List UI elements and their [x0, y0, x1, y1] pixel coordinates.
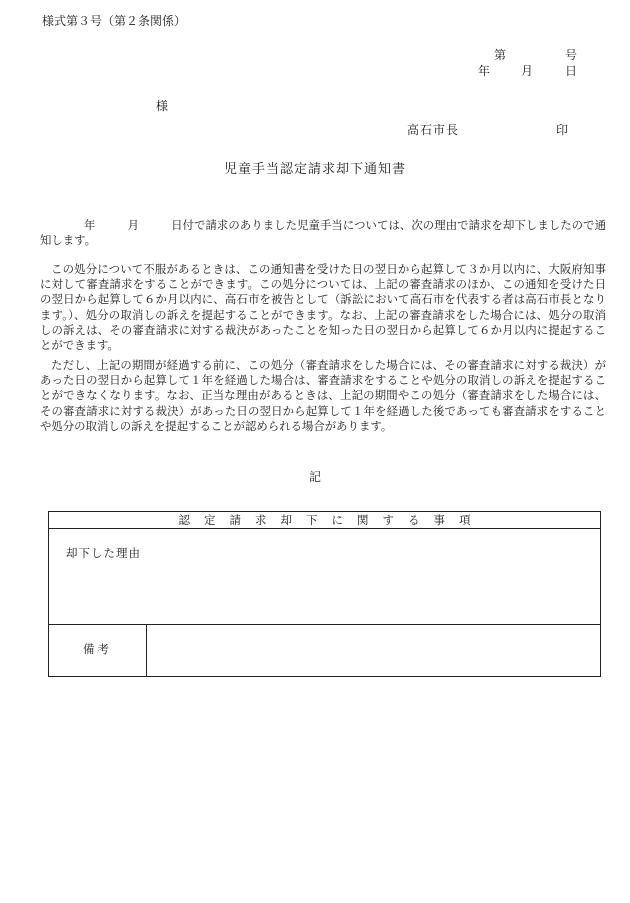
- intro-text: 日付で請求のありました児童手当については、次の理由で請求を却下しましたので通知します。: [40, 218, 606, 248]
- table-vertical-divider: [146, 624, 147, 677]
- table-divider: [49, 624, 600, 625]
- document-title: 児童手当認定請求却下通知書: [223, 162, 406, 177]
- doc-number-suffix: 号: [565, 48, 578, 62]
- remarks-label: 備考: [83, 642, 112, 656]
- table-header: 認定請求却下に関する事項: [49, 512, 600, 529]
- intro-paragraph: [40, 218, 606, 248]
- date-year: 年: [478, 64, 491, 78]
- proviso-paragraph: ただし、上記の期間が経過する前に、この処分（審査請求をした場合には、その審査請求に対する裁決）があった日の翌日から起算して１年を経過した場合は、審査請求をすることや処分の取消しの訴えを提起することができなくなります。なお、正当な理由があるときは、上記の期間やこの処分（審査請求をした場合には、その審査請求に対する裁決）があった日の翌日から起算して１年を経過した後であっても審査請求をすることや処分の取消しの訴えを提起することが認められる場合があります。: [40, 358, 606, 433]
- date-month: 月: [521, 64, 534, 78]
- issuer-name: 高石市長: [407, 123, 460, 137]
- appeal-paragraph: この処分について不服があるときは、この通知書を受けた日の翌日から起算して３か月以内に、大阪府知事に対して審査請求をすることができます。この処分については、上記の審査請求のほか、この通知を受けた日の翌日から起算して６か月以内に、高石市を被告として（訴訟において高石市を代表する者は高石市長となります。）、処分の取消しの訴えを提起することができます。なお、上記の審査請求をした場合には、処分の取消しの訴えは、その審査請求に対する裁決があったことを知った日の翌日から起算して６か月以内に提起することができます。: [40, 262, 606, 353]
- ki-marker: 記: [308, 470, 321, 484]
- reason-label: 却下した理由: [66, 546, 141, 560]
- seal-mark: 印: [556, 123, 569, 137]
- form-number: 様式第３号（第２条関係）: [42, 14, 187, 28]
- addressee-suffix: 様: [156, 99, 169, 113]
- intro-year: 年: [84, 218, 96, 232]
- doc-number-prefix: 第: [494, 48, 507, 62]
- rejection-details-table: [48, 511, 601, 677]
- date-day: 日: [565, 64, 578, 78]
- intro-month: 月: [127, 218, 140, 232]
